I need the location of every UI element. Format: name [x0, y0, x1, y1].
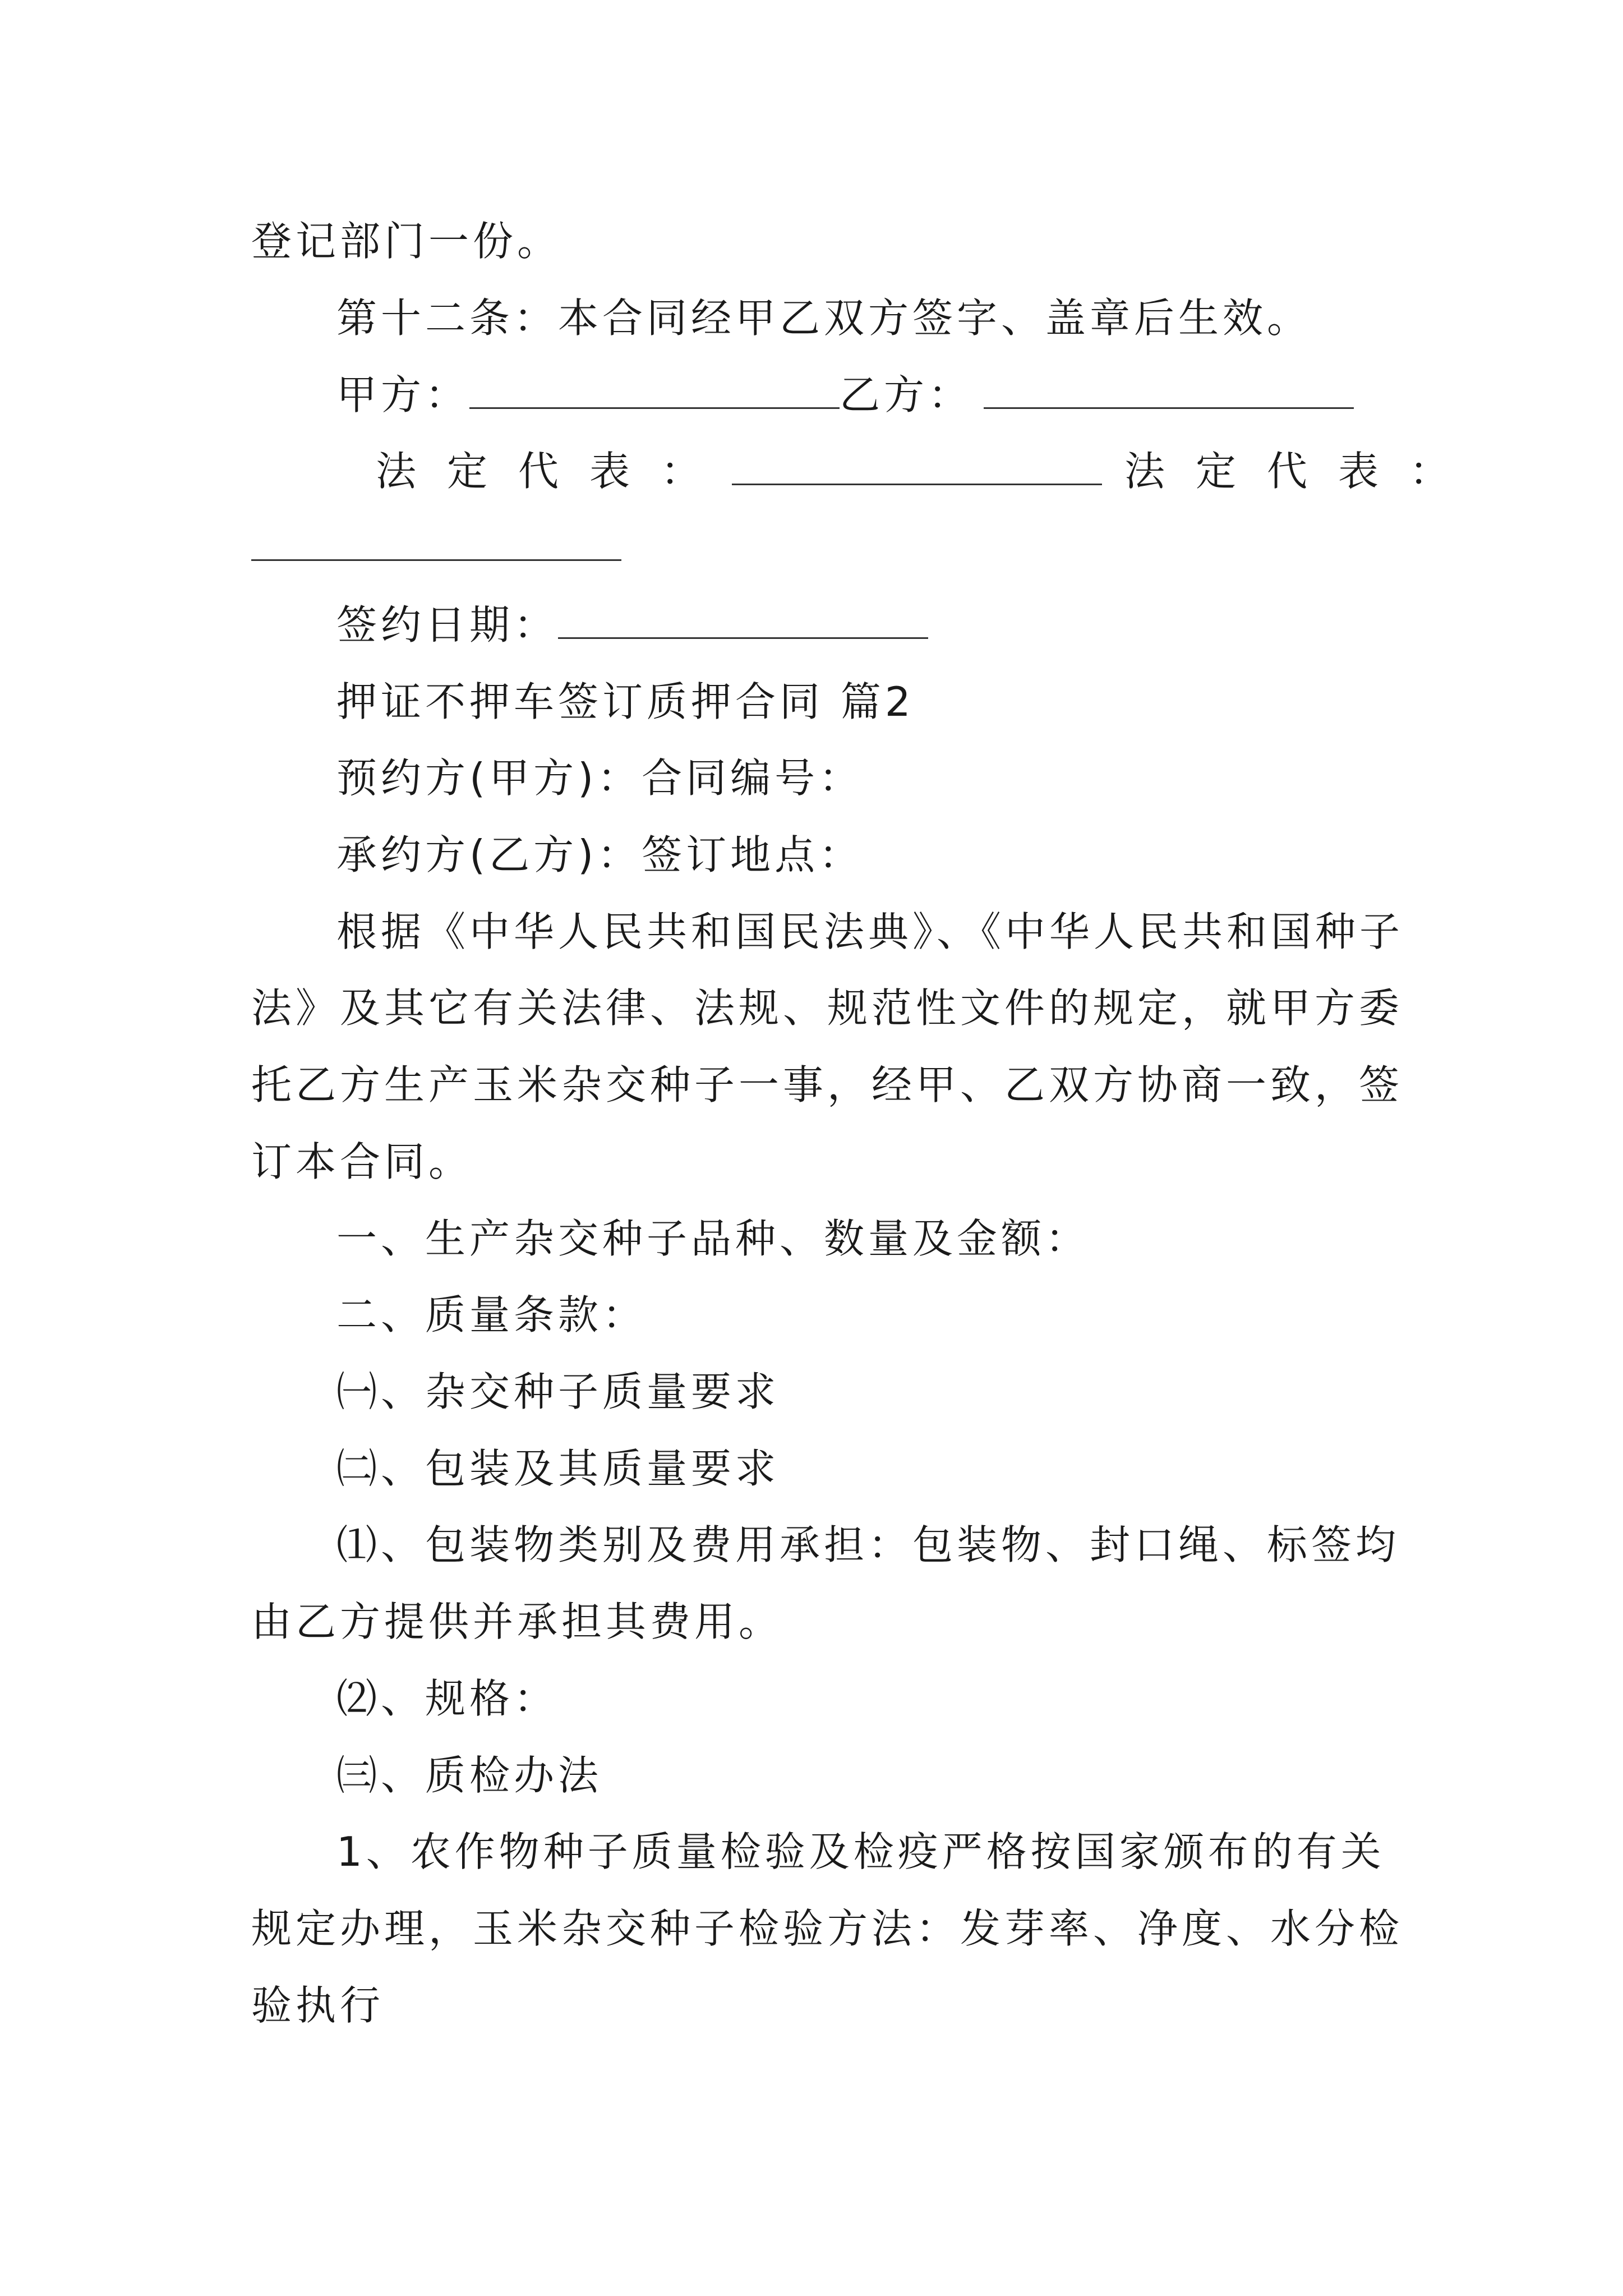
rep-a-blank — [732, 445, 1102, 485]
subclause-3: ㈢、质检办法 — [336, 1752, 603, 1799]
party-a-blank — [469, 369, 840, 409]
item-1-line-1: ⑴、包装物类别及费用承担：包装物、封口绳、标签均 — [336, 1521, 1400, 1568]
signing-date-blank — [558, 599, 928, 639]
party-b-blank — [984, 369, 1354, 409]
signing-date-row — [336, 597, 928, 653]
signature-row-representatives — [376, 443, 1481, 499]
party-a-label: 甲方： — [336, 371, 470, 418]
text-line-1: 登记部门一份。 — [251, 218, 562, 265]
paragraph-line-4: 订本合同。 — [251, 1138, 473, 1185]
rule-1-line-2: 规定办理，玉米杂交种子检验方法：发芽率、净度、水分检 — [251, 1905, 1404, 1952]
clause-1-heading: 一、生产杂交种子品种、数量及金额： — [336, 1215, 1090, 1262]
text-line-party-a: 预约方(甲方)：合同编号： — [336, 754, 864, 802]
rule-1-line-1: 1、农作物种子质量检验及检疫严格按国家颁布的有关 — [336, 1828, 1385, 1875]
text-line-article-12: 第十二条：本合同经甲乙双方签字、盖章后生效。 — [336, 295, 1312, 342]
item-2: ⑵、规格： — [336, 1675, 559, 1722]
party-b-label: 乙方： — [840, 371, 973, 418]
paragraph-line-1: 根据《中华人民共和国民法典》、《中华人民共和国种子 — [336, 908, 1404, 955]
rule-1-line-3: 验执行 — [251, 1982, 385, 2029]
rep-a-label: 法定代表： — [376, 448, 732, 495]
rep-b-label: 法定代表： — [1124, 448, 1481, 495]
signing-date-label: 签约日期： — [336, 601, 559, 648]
section-title-part-2: 押证不押车签订质押合同 篇2 — [336, 678, 915, 725]
signature-row-parties — [336, 367, 1354, 423]
paragraph-line-3: 托乙方生产玉米杂交种子一事，经甲、乙双方协商一致，签 — [251, 1061, 1404, 1108]
paragraph-line-2: 法》及其它有关法律、法规、规范性文件的规定，就甲方委 — [251, 984, 1404, 1032]
clause-2-heading: 二、质量条款： — [336, 1291, 647, 1338]
subclause-1: ㈠、杂交种子质量要求 — [336, 1368, 780, 1415]
rep-b-blank — [251, 521, 621, 561]
rep-b-blank-row — [251, 519, 621, 575]
item-1-line-2: 由乙方提供并承担其费用。 — [251, 1598, 783, 1645]
text-line-party-b: 承约方(乙方)：签订地点： — [336, 831, 864, 878]
subclause-2: ㈡、包装及其质量要求 — [336, 1445, 780, 1492]
